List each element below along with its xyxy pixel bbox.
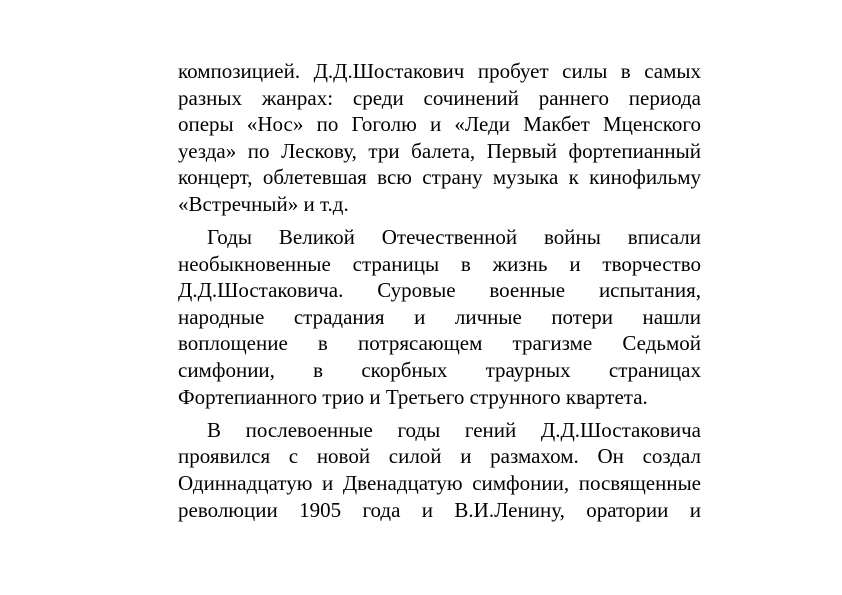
text-line: Одиннадцатую и Двенадцатую симфонии, посвященные [178,470,701,495]
text-line: симфонии, в скорбных траурных страницах [178,358,701,383]
text-line: концерт, облетевшая всю страну музыка к кинофильму [178,165,701,190]
document-body [178,58,701,523]
text-line: В послевоенные годы гений Д.Д.Шостаковича [207,417,701,442]
text-line: композицией. Д.Д.Шостакович пробует силы в самых [178,59,701,83]
paragraph-3 [178,417,701,523]
text-line: уезда» по Лескову, три балета, Первый фортепианный [178,138,701,163]
text-line: воплощение в потрясающем трагизме Седьмой [178,331,701,356]
text-line: Д.Д.Шостаковича. Суровые военные испытания, [178,278,701,303]
text-line: оперы «Нос» по Гоголю и «Леди Макбет Мценского [178,112,701,137]
text-line: «Встречный» и т.д. [178,191,349,216]
text-line: народные страдания и личные потери нашли [178,304,701,329]
text-line: Годы Великой Отечественной войны вписали [207,225,701,250]
text-line: необыкновенные страницы в жизнь и творчество [178,251,701,276]
text-line: разных жанрах: среди сочинений раннего периода [178,85,701,110]
paragraph-1 [178,58,701,218]
text-line: Фортепианного трио и Третьего струнного квартета. [178,384,648,409]
text-line: проявился с новой силой и размахом. Он создал [178,444,701,469]
paragraph-2 [178,224,701,410]
text-line: революции 1905 года и В.И.Ленину, оратории и [178,497,701,522]
